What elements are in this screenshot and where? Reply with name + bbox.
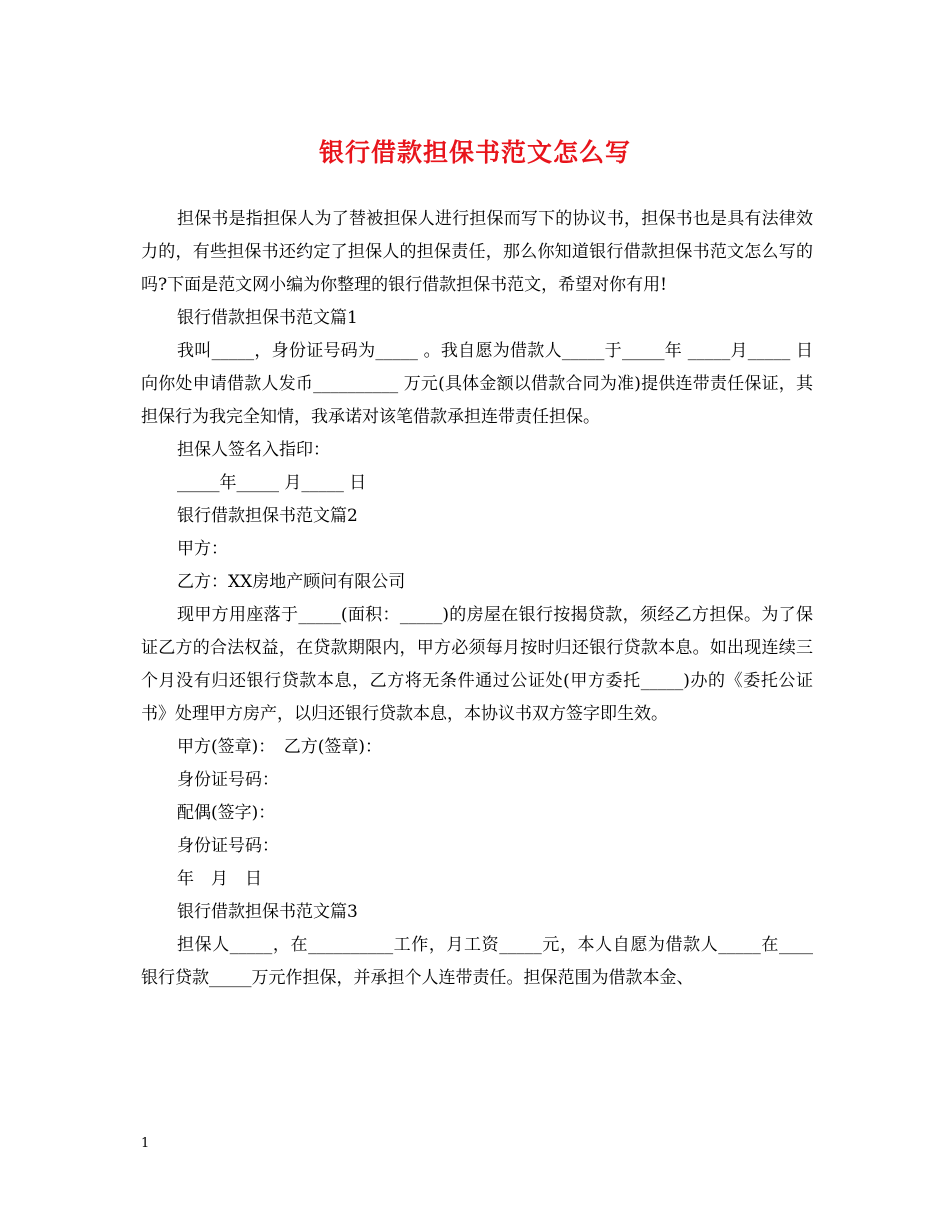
document-body [141, 203, 813, 995]
paragraph: 我叫_____，身份证号码为_____ 。我自愿为借款人_____于_____年 _____月_____ 日向你处申请借款人发币__________ 万元(具体金额以借款合同为准)提供连带责任保证，其担保行为我完全知情，我承诺对该笔借款承担连带责任担保。 [141, 341, 813, 427]
id-number-line: 身份证号码： [177, 836, 279, 856]
date-line: 年 月 日 [177, 869, 262, 889]
section-heading-2: 银行借款担保书范文篇2 [177, 506, 358, 526]
paragraph: 现甲方用座落于_____(面积：_____)的房屋在银行按揭贷款，须经乙方担保。为了保证乙方的合法权益，在贷款期限内，甲方必须每月按时归还银行贷款本息。如出现连续三个月没有归还银行贷款本息，乙方将无条件通过公证处(甲方委托_____)办的《委托公证书》处理甲方房产，以归还银行贷款本息，本协议书双方签字即生效。 [141, 605, 813, 724]
id-number-line: 身份证号码： [177, 770, 279, 790]
section-heading-3: 银行借款担保书范文篇3 [177, 902, 358, 922]
document-title: 银行借款担保书范文怎么写 [318, 138, 631, 167]
party-b-line: 乙方：XX房地产顾问有限公司 [177, 572, 406, 592]
paragraph: 担保人_____，在__________工作，月工资_____元，本人自愿为借款人_____在____银行贷款_____万元作担保，并承担个人连带责任。担保范围为借款本金、 [141, 935, 813, 988]
date-line: _____年_____ 月_____ 日 [177, 473, 367, 493]
signature-line: 甲方(签章)： 乙方(签章)： [177, 737, 383, 757]
spouse-signature-line: 配偶(签字)： [177, 803, 276, 823]
page-number: 1 [141, 1136, 150, 1151]
intro-paragraph: 担保书是指担保人为了替被担保人进行担保而写下的协议书，担保书也是具有法律效力的，有些担保书还约定了担保人的担保责任，那么你知道银行借款担保书范文怎么写的吗?下面是范文网小编为你整理的银行借款担保书范文，希望对你有用! [141, 209, 813, 295]
party-a-line: 甲方： [177, 539, 228, 559]
section-heading-1: 银行借款担保书范文篇1 [177, 308, 358, 328]
signature-line: 担保人签名入指印： [177, 440, 330, 460]
